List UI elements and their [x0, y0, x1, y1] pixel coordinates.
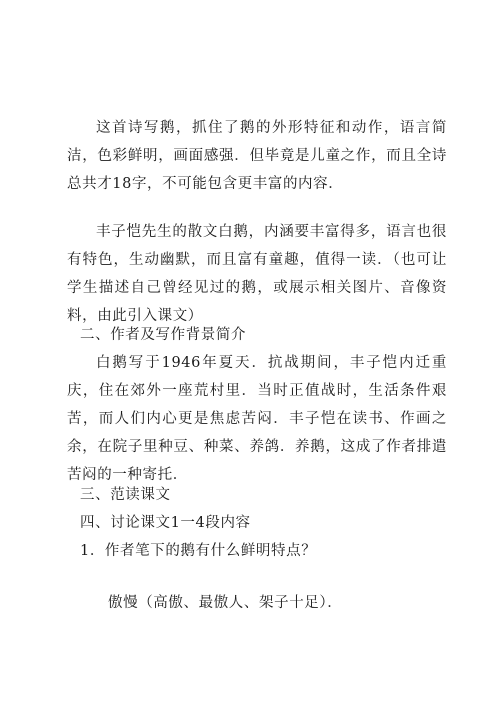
discussion-question-1: 1．作者笔下的鹅有什么鲜明特点？ [80, 543, 317, 559]
discussion-answer-1: 傲慢（高傲、最傲人、架子十足）． [108, 595, 343, 611]
section-heading-author-background: 二、作者及写作背景简介 [80, 327, 247, 343]
paragraph-poem-comment: 这首诗写鹅，抓住了鹅的外形特征和动作，语言简洁，色彩鲜明，画面感强．但毕竟是儿童之作，而且全诗总共才18字，不可能包含更丰富的内容． [67, 120, 447, 192]
paragraph-writing-background: 白鹅写于1946年夏天．抗战期间，丰子恺内迁重庆，住在郊外一座荒村里．当时正值战时，生活条件艰苦，而人们内心更是焦虑苦闷．丰子恺在读书、作画之余，在院子里种豆、种菜、养鸽．养鹅，这成了作者排遣苦闷的一种寄托． [67, 355, 447, 483]
paragraph-feng-zikai-essay: 丰子恺先生的散文白鹅，内涵要丰富得多，语言也很有特色，生动幽默，而且富有童趣，值得一读．（也可让学生描述自己曾经见过的鹅，或展示相关图片、音像资料，由此引入课文） [67, 224, 447, 324]
section-heading-model-reading: 三、范读课文 [80, 487, 171, 503]
section-heading-discussion: 四、讨论课文1一4段内容 [80, 515, 251, 531]
